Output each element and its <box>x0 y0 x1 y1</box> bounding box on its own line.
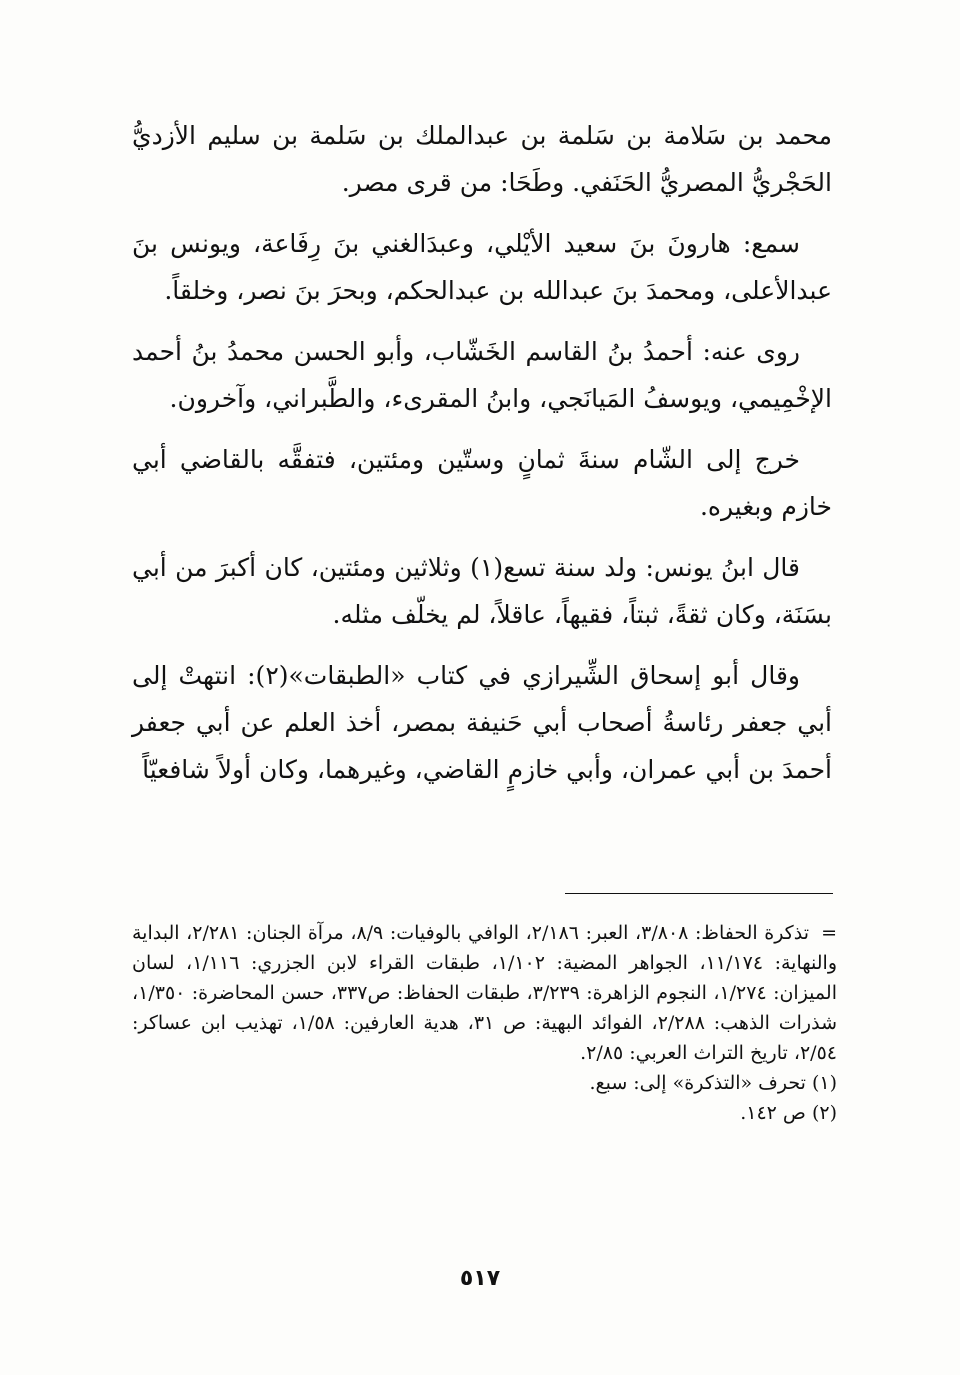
page-number: ٥١٧ <box>459 1266 501 1291</box>
paragraph-narrated-by: روى عنه: أحمدُ بنُ القاسم الخَشّاب، وأبو الحسن محمدُ بنُ أحمد الإخْمِيمي، ويوسفُ المَيانَجي، وابنُ المقرىء، والطَّبراني، وآخرون. <box>132 337 832 413</box>
footnote-1: (١) تحرف «التذكرة» إلى: سبع. <box>589 1072 837 1094</box>
footnotes <box>132 918 837 1128</box>
main-text <box>132 112 832 807</box>
paragraph-heard-from: سمع: هارونَ بنَ سعيد الأيْلي، وعبدَالغني بنَ رِفَاعة، ويونس بنَ عبدالأعلى، ومحمدَ بنَ عبدالله بن عبدالحكم، وبحرَ بنَ نصر، وخلقاً. <box>132 229 832 305</box>
paragraph-ibn-yunus: قال ابنُ يونس: ولد سنة تسع(١) وثلاثين ومئتين، كان أكبرَ من أبي بسَنَة، وكان ثقةً، ثبتاً، فقيهاً، عاقلاً، لم يخلّف مثله. <box>132 553 832 629</box>
footnote-continuation <box>132 918 837 1068</box>
paragraph-lineage: محمد بن سَلامة بن سَلمة بن عبدالملك بن سَلمة بن سليم الأزديُّ الحَجْريُّ المصريُّ الحَنَفي. وطَحَا: من قرى مصر. <box>132 121 832 197</box>
continuation-marker: = <box>821 922 837 944</box>
paragraph-travel: خرج إلى الشّام سنةَ ثمانٍ وستّين ومئتين، فتفقَّه بالقاضي أبي خازم وبغيره. <box>132 445 832 521</box>
footnote-separator <box>565 893 833 894</box>
footnote-2: (٢) ص ١٤٢. <box>740 1102 837 1124</box>
footnote-continuation-text: تذكرة الحفاظ: ٣/٨٠٨، العبر: ٢/١٨٦، الوافي بالوفيات: ٨/٩، مرآة الجنان: ٢/٢٨١، البداية والنهاية: ١١/١٧٤، الجواهر المضية: ١/١٠٢، طبقات القراء لابن الجزري: ١/١١٦، لسان الميزان: ١/٢٧٤، النجوم الزاهرة: ٣/٢٣٩، طبقات الحفاظ: ص٣٣٧، حسن المحاضرة: ١/٣٥٠، شذرات الذهب: ٢/٢٨٨، الفوائد البهية: ص ٣١، هدية العارفين: ١/٥٨، تهذيب ابن عساكر: ٢/٥٤، تاريخ التراث العربي: ٢/٨٥. <box>132 922 837 1064</box>
paragraph-shirazi: وقال أبو إسحاق الشِّيرازي في كتاب «الطبقات»(٢): انتهتْ إلى أبي جعفر رئاسةُ أصحاب أبي حَنيفة بمصر، أخذ العلم عن أبي جعفر أحمدَ بن أبي عمران، وأبي خازمٍ القاضي، وغيرهما، وكان أولاً شافعيّاً <box>132 661 832 784</box>
